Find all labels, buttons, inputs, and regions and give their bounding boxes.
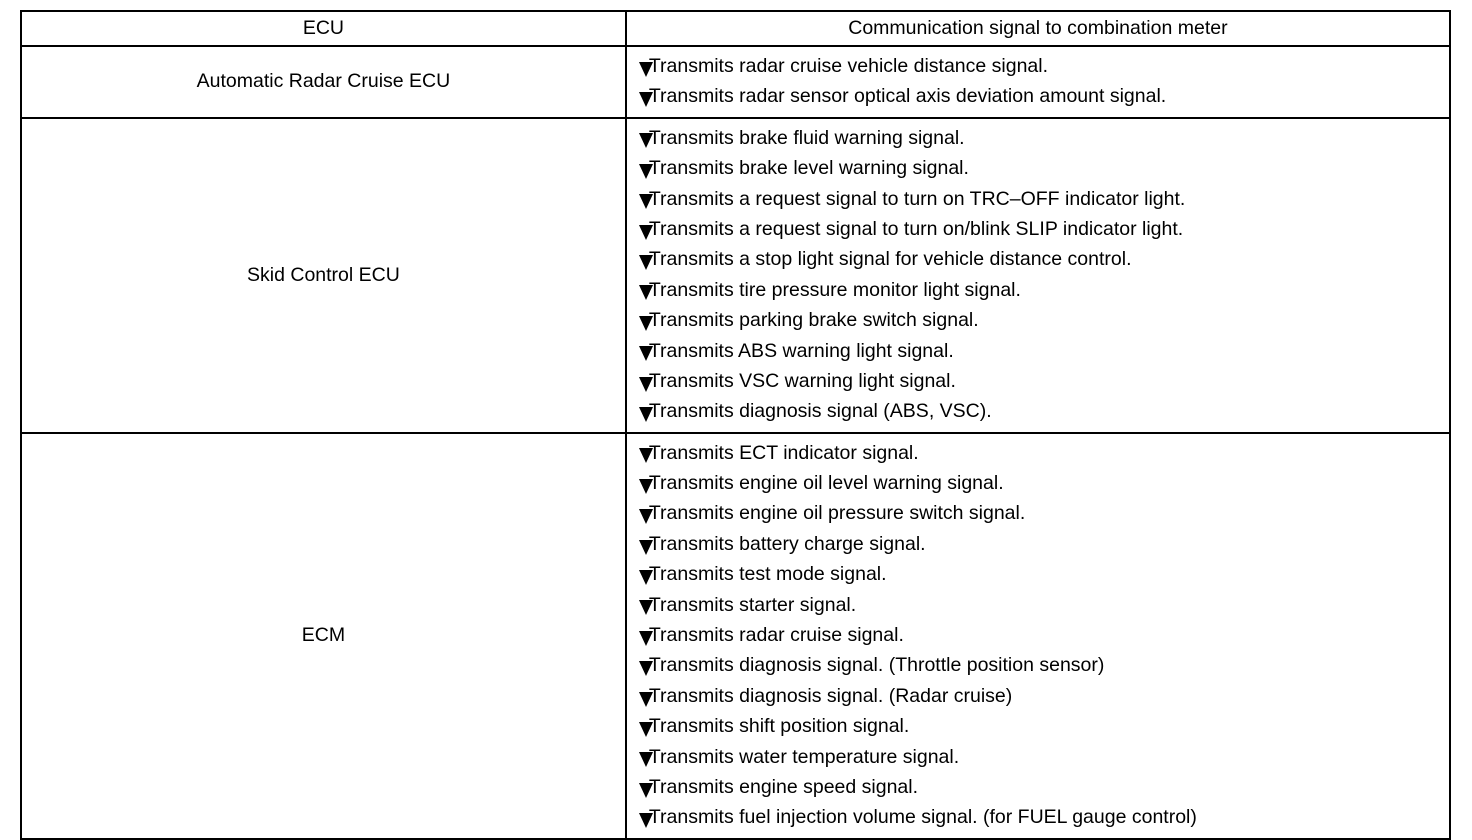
signal-list-item [639, 498, 1449, 528]
down-triangle-bullet-icon [639, 255, 653, 270]
signal-list-item [639, 81, 1449, 111]
down-triangle-bullet-icon [639, 783, 653, 798]
signal-list-item [639, 51, 1449, 81]
signal-list-item [639, 711, 1449, 741]
down-triangle-bullet-icon [639, 752, 653, 767]
signal-list-item [639, 650, 1449, 680]
signal-text: Transmits ECT indicator signal. [648, 441, 919, 464]
signal-text: Transmits diagnosis signal. (Radar cruise) [648, 684, 1013, 707]
down-triangle-bullet-icon [639, 316, 653, 331]
signal-text: Transmits brake level warning signal. [648, 157, 969, 180]
signal-list-item [639, 244, 1449, 274]
down-triangle-bullet-icon [639, 479, 653, 494]
signal-text: Transmits engine speed signal. [648, 775, 919, 798]
signal-list [639, 438, 1449, 833]
signal-list-item [639, 802, 1449, 832]
signal-text: Transmits radar cruise vehicle distance signal. [648, 55, 1049, 77]
down-triangle-bullet-icon [639, 448, 653, 463]
signal-text: Transmits diagnosis signal. (Throttle position sensor) [648, 654, 1105, 677]
down-triangle-bullet-icon [639, 692, 653, 707]
signal-cell [626, 118, 1450, 433]
signal-text: Transmits shift position signal. [648, 715, 910, 738]
signal-list-item [639, 438, 1449, 468]
down-triangle-bullet-icon [639, 285, 653, 300]
ecu-signal-table [20, 10, 1451, 840]
table-body [21, 46, 1450, 839]
signal-text: Transmits ABS warning light signal. [648, 339, 954, 362]
table-row [21, 46, 1450, 118]
down-triangle-bullet-icon [639, 661, 653, 676]
signal-list-item [639, 366, 1449, 396]
signal-text: Transmits engine oil pressure switch signal. [648, 502, 1026, 525]
table-row [21, 433, 1450, 839]
signal-list-item [639, 153, 1449, 183]
down-triangle-bullet-icon [639, 813, 653, 828]
down-triangle-bullet-icon [639, 722, 653, 737]
signal-text: Transmits starter signal. [648, 593, 857, 616]
signal-text: Transmits diagnosis signal (ABS, VSC). [648, 400, 992, 423]
down-triangle-bullet-icon [639, 62, 653, 77]
down-triangle-bullet-icon [639, 346, 653, 361]
signal-list-item [639, 396, 1449, 426]
signal-cell [626, 46, 1450, 118]
signal-list-item [639, 214, 1449, 244]
ecu-name-cell: Automatic Radar Cruise ECU [21, 46, 626, 118]
signal-list [639, 123, 1449, 427]
signal-list-item [639, 184, 1449, 214]
down-triangle-bullet-icon [639, 407, 653, 422]
signal-list-item [639, 590, 1449, 620]
signal-text: Transmits test mode signal. [648, 563, 887, 586]
signal-cell [626, 433, 1450, 839]
down-triangle-bullet-icon [639, 225, 653, 240]
signal-text: Transmits radar cruise signal. [648, 624, 904, 647]
ecu-name-cell: ECM [21, 433, 626, 839]
down-triangle-bullet-icon [639, 92, 653, 107]
signal-text: Transmits a request signal to turn on TRC–OFF indicator light. [648, 187, 1186, 210]
signal-text: Transmits radar sensor optical axis deviation amount signal. [648, 85, 1167, 108]
signal-list-item [639, 529, 1449, 559]
ecu-name-cell: Skid Control ECU [21, 118, 626, 433]
signal-list-item [639, 681, 1449, 711]
signal-list-item [639, 559, 1449, 589]
signal-list-item [639, 742, 1449, 772]
signal-text: Transmits parking brake switch signal. [648, 309, 979, 332]
signal-text: Transmits tire pressure monitor light signal. [648, 278, 1021, 301]
signal-list-item [639, 620, 1449, 650]
signal-list-item [639, 305, 1449, 335]
signal-list-item [639, 123, 1449, 153]
down-triangle-bullet-icon [639, 540, 653, 555]
down-triangle-bullet-icon [639, 509, 653, 524]
down-triangle-bullet-icon [639, 600, 653, 615]
header-ecu: ECU [21, 11, 626, 46]
header-signal: Communication signal to combination meter [626, 11, 1450, 46]
table-header-row [21, 11, 1450, 46]
signal-text: Transmits a request signal to turn on/blink SLIP indicator light. [648, 217, 1184, 240]
signal-list-item [639, 468, 1449, 498]
signal-list-item [639, 336, 1449, 366]
signal-text: Transmits VSC warning light signal. [648, 369, 956, 392]
down-triangle-bullet-icon [639, 133, 653, 148]
signal-text: Transmits engine oil level warning signal. [648, 472, 1004, 495]
signal-text: Transmits a stop light signal for vehicle distance control. [648, 248, 1132, 271]
down-triangle-bullet-icon [639, 570, 653, 585]
signal-text: Transmits water temperature signal. [648, 745, 960, 768]
signal-list-item [639, 772, 1449, 802]
down-triangle-bullet-icon [639, 377, 653, 392]
down-triangle-bullet-icon [639, 164, 653, 179]
down-triangle-bullet-icon [639, 194, 653, 209]
table-row [21, 118, 1450, 433]
signal-text: Transmits brake fluid warning signal. [648, 126, 965, 149]
down-triangle-bullet-icon [639, 631, 653, 646]
signal-text: Transmits fuel injection volume signal. (for FUEL gauge control) [648, 806, 1197, 829]
signal-list [639, 51, 1449, 112]
signal-text: Transmits battery charge signal. [648, 532, 926, 555]
signal-list-item [639, 275, 1449, 305]
